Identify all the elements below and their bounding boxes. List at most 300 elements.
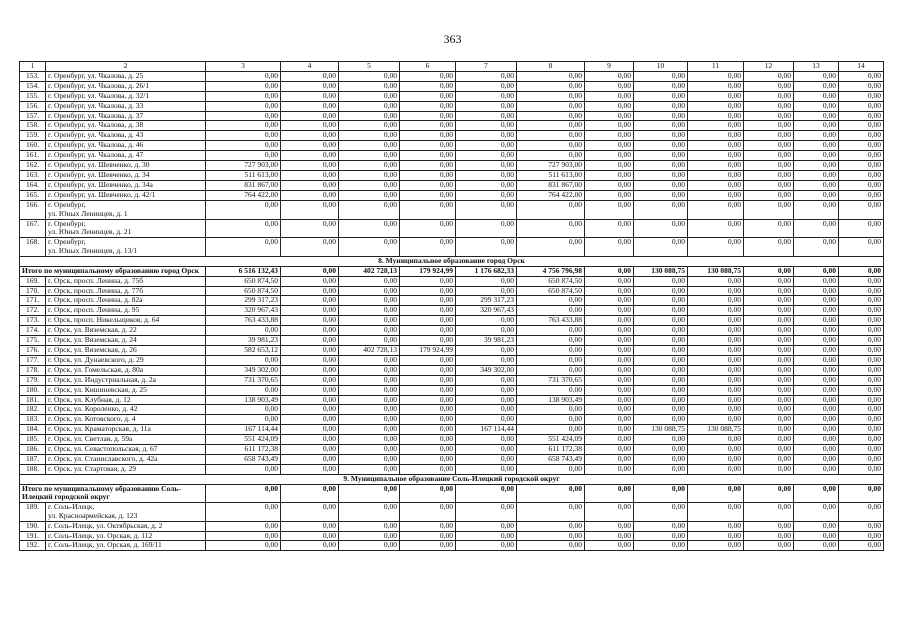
amount-cell: 0,00	[839, 296, 884, 306]
total-value: 130 088,75	[634, 267, 688, 277]
amount-cell: 0,00	[517, 355, 585, 365]
table-row	[20, 180, 884, 190]
amount-cell: 0,00	[517, 521, 585, 531]
amount-cell: 0,00	[634, 435, 688, 445]
amount-cell: 0,00	[281, 161, 339, 171]
amount-cell: 0,00	[744, 316, 794, 326]
amount-cell: 0,00	[634, 326, 688, 336]
row-number: 163.	[20, 170, 46, 180]
amount-cell: 0,00	[281, 375, 339, 385]
amount-cell: 0,00	[517, 464, 585, 474]
amount-cell: 0,00	[585, 101, 634, 111]
row-number: 173.	[20, 316, 46, 326]
amount-cell: 0,00	[400, 219, 456, 238]
amount-cell: 179 924,99	[400, 345, 456, 355]
amount-cell: 0,00	[688, 375, 744, 385]
total-label: Итого по муниципальному образованию город Орск	[20, 267, 206, 277]
row-number: 190.	[20, 521, 46, 531]
amount-cell: 0,00	[634, 111, 688, 121]
amount-cell: 0,00	[839, 276, 884, 286]
amount-cell: 0,00	[585, 445, 634, 455]
amount-cell: 0,00	[456, 276, 517, 286]
amount-cell: 0,00	[839, 445, 884, 455]
amount-cell: 320 967,43	[456, 306, 517, 316]
table-row	[20, 276, 884, 286]
column-number: 4	[281, 62, 339, 72]
amount-cell: 0,00	[585, 131, 634, 141]
address-cell: г. Оренбург, ул. Юных Ленинцев, д. 21	[46, 219, 206, 238]
amount-cell: 0,00	[517, 365, 585, 375]
row-number: 156.	[20, 101, 46, 111]
amount-cell: 0,00	[281, 464, 339, 474]
amount-cell: 0,00	[517, 502, 585, 521]
amount-cell: 0,00	[206, 141, 281, 151]
address-cell: г. Орск, ул. Клубная, д. 12	[46, 395, 206, 405]
section-heading: 8. Муниципальное образование город Орск	[20, 257, 884, 267]
amount-cell: 731 370,65	[517, 375, 585, 385]
amount-cell: 764 422,00	[206, 190, 281, 200]
amount-cell: 0,00	[339, 101, 400, 111]
table-row	[20, 101, 884, 111]
amount-cell: 0,00	[281, 521, 339, 531]
amount-cell: 0,00	[634, 385, 688, 395]
amount-cell: 39 981,23	[206, 336, 281, 346]
amount-cell: 0,00	[339, 276, 400, 286]
amount-cell: 0,00	[794, 141, 839, 151]
amount-cell: 0,00	[456, 531, 517, 541]
amount-cell: 0,00	[794, 445, 839, 455]
table-row	[20, 111, 884, 121]
row-number: 183.	[20, 415, 46, 425]
row-number: 174.	[20, 326, 46, 336]
amount-cell: 0,00	[585, 306, 634, 316]
total-value: 0,00	[794, 267, 839, 277]
amount-cell: 320 967,43	[206, 306, 281, 316]
amount-cell: 0,00	[839, 326, 884, 336]
amount-cell: 0,00	[281, 101, 339, 111]
amount-cell: 0,00	[744, 151, 794, 161]
amount-cell: 0,00	[744, 200, 794, 219]
row-number: 179.	[20, 375, 46, 385]
amount-cell: 511 613,00	[517, 170, 585, 180]
amount-cell: 0,00	[206, 91, 281, 101]
row-number: 176.	[20, 345, 46, 355]
amount-cell: 0,00	[794, 365, 839, 375]
amount-cell: 0,00	[688, 161, 744, 171]
amount-cell: 0,00	[688, 355, 744, 365]
amount-cell: 0,00	[839, 395, 884, 405]
column-number: 8	[517, 62, 585, 72]
amount-cell: 0,00	[688, 151, 744, 161]
amount-cell: 0,00	[634, 316, 688, 326]
amount-cell: 0,00	[634, 286, 688, 296]
column-number: 9	[585, 62, 634, 72]
amount-cell: 0,00	[839, 425, 884, 435]
amount-cell: 0,00	[585, 71, 634, 81]
address-cell: г. Оренбург, ул. Чкалова, д. 33	[46, 101, 206, 111]
amount-cell: 0,00	[744, 296, 794, 306]
amount-cell: 0,00	[688, 405, 744, 415]
amount-cell: 0,00	[456, 101, 517, 111]
amount-cell: 0,00	[206, 71, 281, 81]
amount-cell: 0,00	[456, 238, 517, 257]
row-number: 189.	[20, 502, 46, 521]
table-row	[20, 161, 884, 171]
amount-cell: 0,00	[744, 161, 794, 171]
amount-cell: 0,00	[744, 415, 794, 425]
amount-cell: 831 867,00	[517, 180, 585, 190]
amount-cell: 0,00	[794, 425, 839, 435]
amount-cell: 0,00	[634, 141, 688, 151]
amount-cell: 0,00	[517, 345, 585, 355]
amount-cell: 727 903,00	[517, 161, 585, 171]
amount-cell: 0,00	[794, 464, 839, 474]
row-number: 177.	[20, 355, 46, 365]
total-value: 6 516 132,43	[206, 267, 281, 277]
address-cell: г. Оренбург, ул. Чкалова, д. 26/1	[46, 81, 206, 91]
amount-cell: 0,00	[839, 200, 884, 219]
amount-cell: 0,00	[517, 425, 585, 435]
total-value: 0,00	[839, 267, 884, 277]
amount-cell: 0,00	[339, 238, 400, 257]
amount-cell: 0,00	[517, 121, 585, 131]
amount-cell: 0,00	[585, 316, 634, 326]
amount-cell: 0,00	[634, 131, 688, 141]
row-number: 167.	[20, 219, 46, 238]
row-number: 192.	[20, 541, 46, 551]
amount-cell: 0,00	[339, 81, 400, 91]
amount-cell: 167 114,44	[456, 425, 517, 435]
amount-cell: 0,00	[839, 541, 884, 551]
amount-cell: 0,00	[634, 190, 688, 200]
amount-cell: 0,00	[281, 415, 339, 425]
amount-cell: 0,00	[517, 71, 585, 81]
amount-cell: 0,00	[339, 435, 400, 445]
amount-cell: 0,00	[281, 541, 339, 551]
amount-cell: 0,00	[456, 111, 517, 121]
amount-cell: 0,00	[281, 170, 339, 180]
amount-cell: 0,00	[339, 296, 400, 306]
total-label: Итого по муниципальному образованию Соль-Илецкий городской округ	[20, 484, 206, 502]
address-cell: г. Оренбург, ул. Шевченко, д. 30	[46, 161, 206, 171]
row-number: 184.	[20, 425, 46, 435]
amount-cell: 0,00	[281, 454, 339, 464]
table-row	[20, 296, 884, 306]
amount-cell: 0,00	[688, 91, 744, 101]
register-table	[19, 61, 884, 551]
row-number: 191.	[20, 531, 46, 541]
table-row	[20, 345, 884, 355]
address-cell: г. Оренбург, ул. Юных Ленинцев, д. 13/1	[46, 238, 206, 257]
amount-cell: 0,00	[585, 425, 634, 435]
address-cell: г. Орск, ул. Вяземская, д. 24	[46, 336, 206, 346]
amount-cell: 0,00	[744, 101, 794, 111]
amount-cell: 0,00	[206, 385, 281, 395]
row-number: 157.	[20, 111, 46, 121]
amount-cell: 0,00	[339, 71, 400, 81]
amount-cell: 0,00	[206, 415, 281, 425]
amount-cell: 0,00	[456, 464, 517, 474]
amount-cell: 0,00	[281, 395, 339, 405]
amount-cell: 0,00	[585, 531, 634, 541]
total-value: 4 756 796,98	[517, 267, 585, 277]
row-number: 164.	[20, 180, 46, 190]
amount-cell: 0,00	[400, 276, 456, 286]
table-row	[20, 541, 884, 551]
amount-cell: 0,00	[206, 101, 281, 111]
amount-cell: 0,00	[839, 375, 884, 385]
amount-cell: 0,00	[400, 464, 456, 474]
amount-cell: 582 653,12	[206, 345, 281, 355]
amount-cell: 0,00	[688, 345, 744, 355]
amount-cell: 0,00	[456, 71, 517, 81]
row-number: 175.	[20, 336, 46, 346]
amount-cell: 0,00	[794, 286, 839, 296]
amount-cell: 0,00	[634, 276, 688, 286]
amount-cell: 0,00	[585, 454, 634, 464]
amount-cell: 0,00	[839, 91, 884, 101]
row-number: 158.	[20, 121, 46, 131]
amount-cell: 0,00	[634, 219, 688, 238]
amount-cell: 0,00	[585, 81, 634, 91]
address-cell: г. Орск, ул. Короленко, д. 42	[46, 405, 206, 415]
table-row	[20, 454, 884, 464]
amount-cell: 0,00	[339, 190, 400, 200]
page-number: 363	[443, 32, 462, 46]
address-cell: г. Соль-Илецк, ул. Красноармейская, д. 123	[46, 502, 206, 521]
amount-cell: 0,00	[744, 502, 794, 521]
address-cell: г. Орск, ул. Кишиневская, д. 25	[46, 385, 206, 395]
amount-cell: 0,00	[744, 454, 794, 464]
amount-cell: 0,00	[794, 151, 839, 161]
column-number: 12	[744, 62, 794, 72]
row-number: 169.	[20, 276, 46, 286]
total-value: 0,00	[400, 484, 456, 502]
amount-cell: 0,00	[688, 141, 744, 151]
amount-cell: 0,00	[400, 365, 456, 375]
row-number: 181.	[20, 395, 46, 405]
amount-cell: 0,00	[688, 521, 744, 531]
row-number: 154.	[20, 81, 46, 91]
amount-cell: 0,00	[339, 161, 400, 171]
row-number: 172.	[20, 306, 46, 316]
amount-cell: 0,00	[839, 141, 884, 151]
amount-cell: 0,00	[339, 131, 400, 141]
amount-cell: 0,00	[281, 336, 339, 346]
amount-cell: 0,00	[206, 219, 281, 238]
amount-cell: 0,00	[517, 326, 585, 336]
amount-cell: 0,00	[456, 219, 517, 238]
amount-cell: 0,00	[281, 286, 339, 296]
column-number: 13	[794, 62, 839, 72]
amount-cell: 0,00	[585, 345, 634, 355]
table-body	[20, 62, 884, 551]
amount-cell: 0,00	[794, 316, 839, 326]
amount-cell: 0,00	[585, 151, 634, 161]
amount-cell: 0,00	[456, 435, 517, 445]
amount-cell: 0,00	[281, 81, 339, 91]
amount-cell: 0,00	[400, 306, 456, 316]
amount-cell: 0,00	[585, 91, 634, 101]
amount-cell: 0,00	[517, 141, 585, 151]
amount-cell: 0,00	[634, 296, 688, 306]
amount-cell: 0,00	[585, 375, 634, 385]
column-number-row	[20, 62, 884, 72]
amount-cell: 0,00	[634, 375, 688, 385]
amount-cell: 0,00	[794, 81, 839, 91]
amount-cell: 0,00	[634, 200, 688, 219]
amount-cell: 0,00	[839, 502, 884, 521]
table-row	[20, 445, 884, 455]
amount-cell: 650 874,50	[206, 286, 281, 296]
amount-cell: 0,00	[517, 415, 585, 425]
amount-cell: 0,00	[585, 238, 634, 257]
total-value: 1 176 682,33	[456, 267, 517, 277]
address-cell: г. Орск, ул. Вяземская, д. 22	[46, 326, 206, 336]
column-number: 7	[456, 62, 517, 72]
address-cell: г. Орск, ул. Гомельская, д. 80а	[46, 365, 206, 375]
amount-cell: 0,00	[281, 405, 339, 415]
amount-cell: 0,00	[585, 121, 634, 131]
amount-cell: 0,00	[456, 345, 517, 355]
amount-cell: 0,00	[794, 502, 839, 521]
total-value: 0,00	[339, 484, 400, 502]
amount-cell: 0,00	[688, 464, 744, 474]
amount-cell: 0,00	[839, 121, 884, 131]
amount-cell: 0,00	[206, 131, 281, 141]
address-cell: г. Орск, просп. Ленина, д. 77б	[46, 286, 206, 296]
amount-cell: 0,00	[585, 180, 634, 190]
amount-cell: 0,00	[688, 131, 744, 141]
amount-cell: 0,00	[744, 464, 794, 474]
amount-cell: 0,00	[400, 71, 456, 81]
amount-cell: 0,00	[634, 531, 688, 541]
amount-cell: 0,00	[281, 355, 339, 365]
amount-cell: 0,00	[339, 316, 400, 326]
table-row	[20, 141, 884, 151]
amount-cell: 0,00	[400, 131, 456, 141]
amount-cell: 831 867,00	[206, 180, 281, 190]
amount-cell: 763 433,88	[206, 316, 281, 326]
amount-cell: 0,00	[456, 151, 517, 161]
amount-cell: 0,00	[456, 355, 517, 365]
amount-cell: 0,00	[634, 306, 688, 316]
table-row	[20, 375, 884, 385]
total-value: 0,00	[281, 484, 339, 502]
amount-cell: 0,00	[794, 296, 839, 306]
amount-cell: 0,00	[281, 219, 339, 238]
amount-cell: 0,00	[634, 521, 688, 531]
amount-cell: 0,00	[339, 91, 400, 101]
amount-cell: 0,00	[585, 286, 634, 296]
amount-cell: 0,00	[206, 326, 281, 336]
row-number: 155.	[20, 91, 46, 101]
total-value: 0,00	[688, 484, 744, 502]
amount-cell: 0,00	[339, 180, 400, 190]
amount-cell: 299 317,23	[456, 296, 517, 306]
address-cell: г. Орск, ул. Краматорская, д. 11а	[46, 425, 206, 435]
amount-cell: 0,00	[744, 435, 794, 445]
amount-cell: 0,00	[281, 141, 339, 151]
table-row	[20, 405, 884, 415]
column-number: 5	[339, 62, 400, 72]
amount-cell: 0,00	[339, 200, 400, 219]
amount-cell: 0,00	[794, 161, 839, 171]
amount-cell: 0,00	[839, 180, 884, 190]
amount-cell: 167 114,44	[206, 425, 281, 435]
amount-cell: 0,00	[400, 151, 456, 161]
section-heading: 9. Муниципальное образование Соль-Илецкий городской округ	[20, 474, 884, 484]
total-value: 0,00	[206, 484, 281, 502]
amount-cell: 0,00	[744, 71, 794, 81]
row-number: 187.	[20, 454, 46, 464]
amount-cell: 0,00	[839, 345, 884, 355]
row-number: 160.	[20, 141, 46, 151]
row-number: 182.	[20, 405, 46, 415]
amount-cell: 0,00	[456, 502, 517, 521]
amount-cell: 0,00	[339, 464, 400, 474]
amount-cell: 0,00	[585, 161, 634, 171]
table-row	[20, 531, 884, 541]
amount-cell: 0,00	[794, 219, 839, 238]
amount-cell: 0,00	[634, 365, 688, 375]
amount-cell: 0,00	[585, 336, 634, 346]
column-number: 11	[688, 62, 744, 72]
amount-cell: 0,00	[585, 276, 634, 286]
amount-cell: 0,00	[839, 355, 884, 365]
amount-cell: 0,00	[744, 531, 794, 541]
amount-cell: 0,00	[839, 71, 884, 81]
row-number: 162.	[20, 161, 46, 171]
amount-cell: 0,00	[839, 435, 884, 445]
amount-cell: 0,00	[456, 405, 517, 415]
table-row	[20, 336, 884, 346]
amount-cell: 0,00	[794, 131, 839, 141]
amount-cell: 0,00	[456, 415, 517, 425]
amount-cell: 0,00	[400, 425, 456, 435]
amount-cell: 0,00	[744, 219, 794, 238]
amount-cell: 0,00	[517, 131, 585, 141]
address-cell: г. Орск, просп. Ленина, д. 75б	[46, 276, 206, 286]
address-cell: г. Орск, ул. Индустриальная, д. 2а	[46, 375, 206, 385]
amount-cell: 0,00	[585, 464, 634, 474]
address-cell: г. Орск, ул. Вяземская, д. 26	[46, 345, 206, 355]
amount-cell: 0,00	[400, 454, 456, 464]
amount-cell: 0,00	[634, 405, 688, 415]
row-number: 161.	[20, 151, 46, 161]
amount-cell: 0,00	[400, 502, 456, 521]
table-row	[20, 502, 884, 521]
column-number: 2	[46, 62, 206, 72]
amount-cell: 0,00	[206, 238, 281, 257]
column-number: 1	[20, 62, 46, 72]
amount-cell: 0,00	[517, 81, 585, 91]
amount-cell: 0,00	[794, 326, 839, 336]
amount-cell: 0,00	[585, 190, 634, 200]
total-value: 0,00	[585, 267, 634, 277]
amount-cell: 0,00	[585, 385, 634, 395]
total-value: 402 728,13	[339, 267, 400, 277]
amount-cell: 0,00	[517, 296, 585, 306]
amount-cell: 0,00	[517, 91, 585, 101]
amount-cell: 0,00	[634, 170, 688, 180]
amount-cell: 0,00	[400, 355, 456, 365]
amount-cell: 0,00	[206, 151, 281, 161]
amount-cell: 0,00	[744, 425, 794, 435]
amount-cell: 402 728,13	[339, 345, 400, 355]
amount-cell: 0,00	[339, 170, 400, 180]
amount-cell: 0,00	[339, 336, 400, 346]
